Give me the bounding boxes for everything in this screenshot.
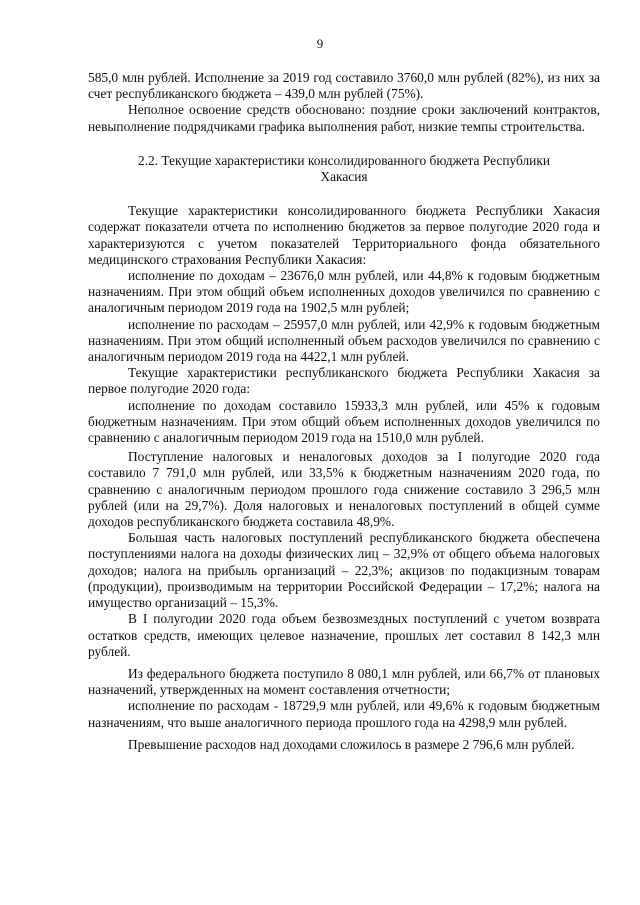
paragraph: В I полугодии 2020 года объем безвозмездных поступлений с учетом возврата остатков средств, имеющих целевое назначение, прошлых лет составил 8 142,3 млн рублей. [88,611,600,659]
paragraph: Превышение расходов над доходами сложилось в размере 2 796,6 млн рублей. [128,736,575,752]
paragraph: Текущие характеристики консолидированного бюджета Республики Хакасия содержат показатели отчета по исполнению бюджетов за первое полугодие 2020 года и характеризуются с учетом показателей Территориального фонда обязательного медицинского страхования Республики Хакасия: [88,203,600,267]
section-heading: 2.2. Текущие характеристики консолидированного бюджета Республики Хакасия [137,152,551,185]
paragraph: исполнение по доходам – 23676,0 млн рублей, или 44,8% к годовым бюджетным назначениям. При этом общий объем исполненных доходов увеличился по сравнению с аналогичным периодом 2019 года на 1902,5 млн рублей; [88,268,600,316]
paragraph: Поступление налоговых и неналоговых доходов за I полугодие 2020 года составило 7 791,0 млн рублей, или 33,5% к бюджетным назначениям 2020 года, по сравнению с аналогичным периодом прошлого года снижение составило 3 296,5 млн рублей (или на 29,7%). Доля налоговых и неналоговых поступлений в общей сумме доходов республиканского бюджета составила 48,9%. [88,449,600,530]
paragraph: Текущие характеристики республиканского бюджета Республики Хакасия за первое полугодие 2020 года: [88,365,600,397]
paragraph: исполнение по доходам составило 15933,3 млн рублей, или 45% к годовым бюджетным назначениям. При этом общий объем исполненных доходов увеличился по сравнению с аналогичным периодом 2019 года на 1510,0 млн рублей. [88,397,600,446]
paragraph: исполнение по расходам – 25957,0 млн рублей, или 42,9% к годовым бюджетным назначениям. При этом общий исполненный объем расходов увеличился по сравнению с аналогичным периодом 2019 года на 4422,1 млн рублей. [88,316,600,365]
document-body [88,70,600,753]
paragraph: Из федерального бюджета поступило 8 080,1 млн рублей, или 66,7% от плановых назначений, утвержденных на момент составления отчетности; [88,665,600,698]
page-number: 9 [316,36,324,51]
paragraph: 585,0 млн рублей. Исполнение за 2019 год составило 3760,0 млн рублей (82%), из них за счет республиканского бюджета – 439,0 млн рублей (75%). [88,70,600,102]
paragraph: Неполное освоение средств обосновано: поздние сроки заключений контрактов, невыполнение подрядчиками графика выполнения работ, низкие темпы строительства. [88,102,600,134]
paragraph: исполнение по расходам - 18729,9 млн рублей, или 49,6% к годовым бюджетным назначениям, что выше аналогичного периода прошлого года на 4298,9 млн рублей. [88,698,600,730]
paragraph: Большая часть налоговых поступлений республиканского бюджета обеспечена поступлениями налога на доходы физических лиц – 32,9% от общего объема налоговых доходов; налога на прибыль организаций – 22,3%; акцизов по подакцизным товарам (продукции), производимым на территории Российской Федерации – 17,2%; налога на имущество организаций – 15,3%. [88,530,600,611]
